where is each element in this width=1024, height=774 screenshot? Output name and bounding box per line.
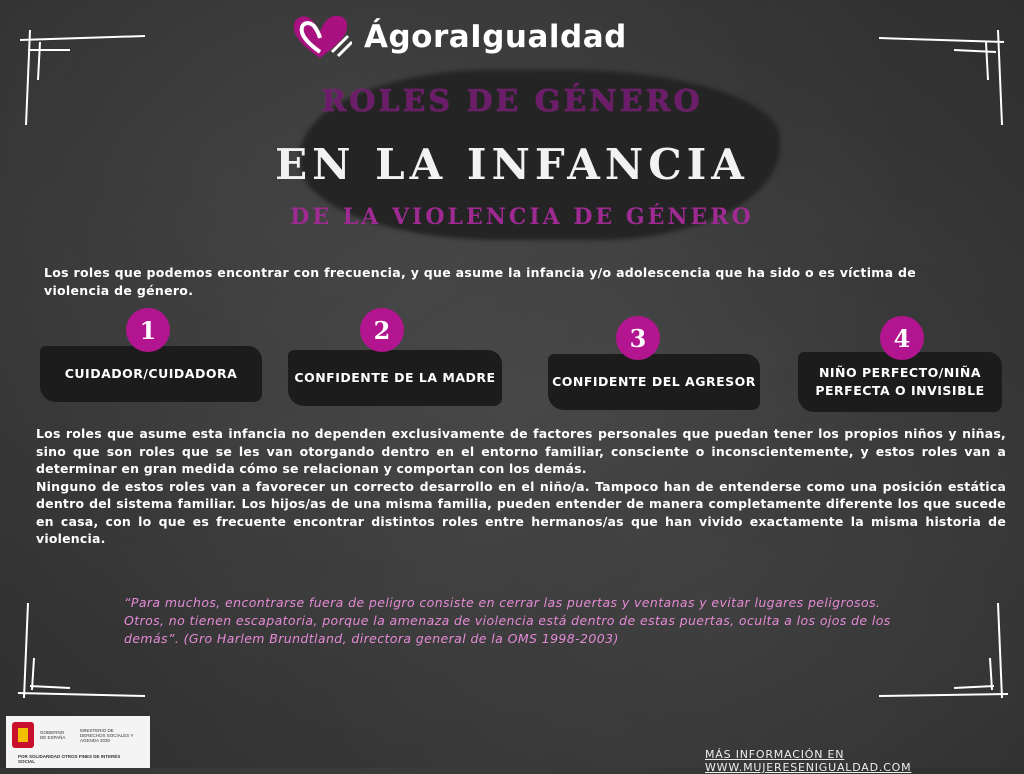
- role-card-4: [798, 352, 1002, 412]
- heart-logo-icon: [290, 12, 352, 62]
- role-card-1: [40, 346, 262, 402]
- brand-logo: [290, 12, 627, 62]
- brand-name: ÁgoraIgualdad: [364, 19, 627, 55]
- role-label: NIÑO PERFECTO/NIÑA PERFECTA O INVISIBLE: [815, 365, 985, 398]
- title-line-1: ROLES DE GÉNERO: [321, 84, 703, 119]
- title-line-2: EN LA INFANCIA: [275, 140, 749, 189]
- role-card-3: [548, 354, 760, 410]
- role-number-badge: 4: [880, 316, 924, 360]
- quote-text: “Para muchos, encontrarse fuera de peligro consiste en cerrar las puertas y ventanas y evitar lugares peligrosos. Otros, no tienen escapatoria, porque la amenaza de violencia está dentro de estas puertas, oculta a los ojos de los demás”. (Gro Harlem Brundtland, directora general de la OMS 1998-2003): [124, 595, 891, 646]
- more-info-link[interactable]: MÁS INFORMACIÓN EN WWW.MUJERESENIGUALDAD.COM: [705, 748, 912, 774]
- body-paragraph: Los roles que asume esta infancia no dependen exclusivamente de factores personales que puedan tener los propios niños y niñas, sino que son roles que se les van otorgando dentro en el entorno familiar, consciente o inconscientemente, y estos roles van a determinar en gran medida cómo se relacionan y comportan con los demás.: [36, 426, 1006, 476]
- role-number-badge: 2: [360, 308, 404, 352]
- role-label: CONFIDENTE DEL AGRESOR: [552, 374, 756, 389]
- role-label: CUIDADOR/CUIDADORA: [64, 366, 238, 381]
- title-line-3: DE LA VIOLENCIA DE GÉNERO: [290, 204, 754, 230]
- role-card-2: [288, 350, 502, 406]
- role-label: CONFIDENTE DE LA MADRE: [294, 370, 496, 385]
- body-text: [36, 425, 1006, 548]
- intro-text: Los roles que podemos encontrar con frecuencia, y que asume la infancia y/o adolescencia que ha sido o es víctima de violencia de género.: [44, 265, 917, 298]
- gov-line-3: POR SOLIDARIDAD OTROS FINES DE INTERÉS SOCIAL: [18, 754, 121, 764]
- role-number-badge: 1: [126, 308, 170, 352]
- gov-line-2: MINISTERIO DE DERECHOS SOCIALES Y AGENDA 2030: [80, 728, 134, 743]
- government-logo: [6, 716, 150, 768]
- gov-line-1: GOBIERNO DE ESPAÑA: [40, 730, 66, 740]
- role-number-badge: 3: [616, 316, 660, 360]
- coat-of-arms-icon: [12, 722, 34, 748]
- body-paragraph: Ninguno de estos roles van a favorecer un correcto desarrollo en el niño/a. Tampoco han de entenderse como una posición estática dentro del sistema familiar. Los hijos/as de una misma familia, pueden entender de manera completamente diferente los que sucede en casa, con lo que es frecuente encontrar distintos roles entre hermanos/as que han vivido exactamente la misma historia de violencia.: [36, 478, 1006, 546]
